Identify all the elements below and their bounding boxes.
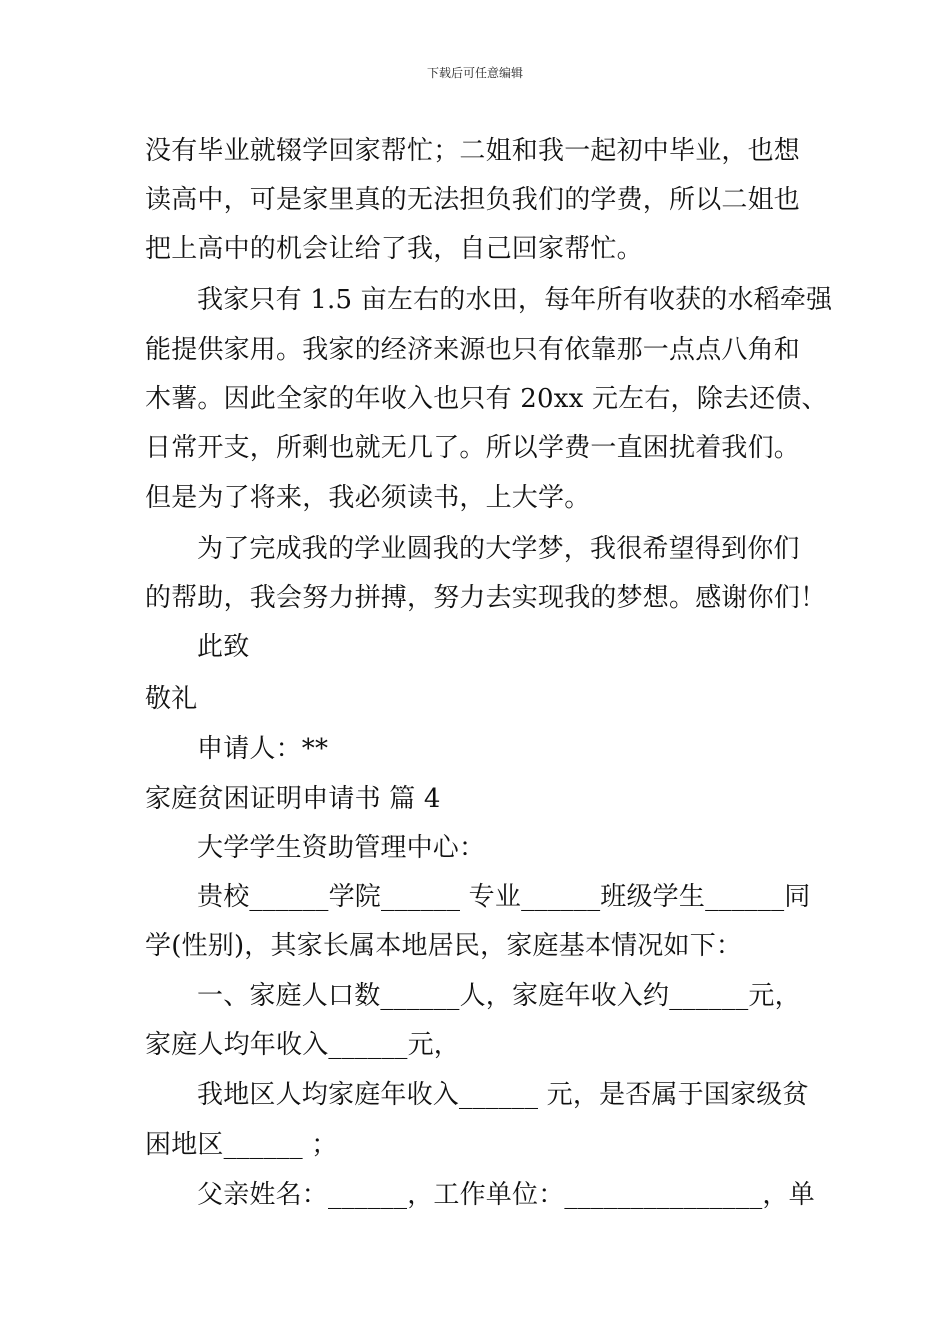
form-field-line: 我地区人均家庭年收入______ 元，是否属于国家级贫 xyxy=(197,1080,809,1110)
form-field-line: 贵校______学院______ 专业______班级学生______同 xyxy=(197,882,811,912)
paragraph-start-line: 为了完成我的学业圆我的大学梦，我很希望得到你们 xyxy=(197,534,800,564)
addressee-line: 大学学生资助管理中心： xyxy=(197,833,486,863)
body-line: 日常开支，所剩也就无几了。所以学费一直困扰着我们。 xyxy=(145,433,801,463)
body-line: 能提供家用。我家的经济来源也只有依靠那一点点八角和 xyxy=(145,335,801,365)
form-field-line: 一、家庭人口数______人，家庭年收入约______元， xyxy=(197,981,801,1011)
body-line: 学(性别)，其家长属本地居民，家庭基本情况如下： xyxy=(145,931,743,961)
form-field-line: 家庭人均年收入______元， xyxy=(145,1030,461,1060)
closing-salutation: 此致 xyxy=(197,632,250,662)
body-line: 木薯。因此全家的年收入也只有 20xx 元左右，除去还债、 xyxy=(145,384,828,414)
closing-regards: 敬礼 xyxy=(145,684,198,714)
body-line: 但是为了将来，我必须读书，上大学。 xyxy=(145,483,591,513)
applicant-signature-line: 申请人：** xyxy=(197,734,329,764)
section-title: 家庭贫困证明申请书 篇 4 xyxy=(145,784,441,814)
body-line: 读高中，可是家里真的无法担负我们的学费，所以二姐也 xyxy=(145,185,801,215)
form-field-line: 困地区______ ； xyxy=(145,1130,338,1160)
paragraph-start-line: 我家只有 1.5 亩左右的水田，每年所有收获的水稻牵强 xyxy=(197,285,833,315)
form-field-line: 父亲姓名：______，工作单位：_______________，单 xyxy=(197,1180,815,1210)
page-header-note: 下载后可任意编辑 xyxy=(426,66,523,80)
body-line: 把上高中的机会让给了我，自己回家帮忙。 xyxy=(145,234,643,264)
body-line: 没有毕业就辍学回家帮忙；二姐和我一起初中毕业，也想 xyxy=(145,136,801,166)
body-line: 的帮助，我会努力拼搏，努力去实现我的梦想。感谢你们！ xyxy=(145,583,827,613)
